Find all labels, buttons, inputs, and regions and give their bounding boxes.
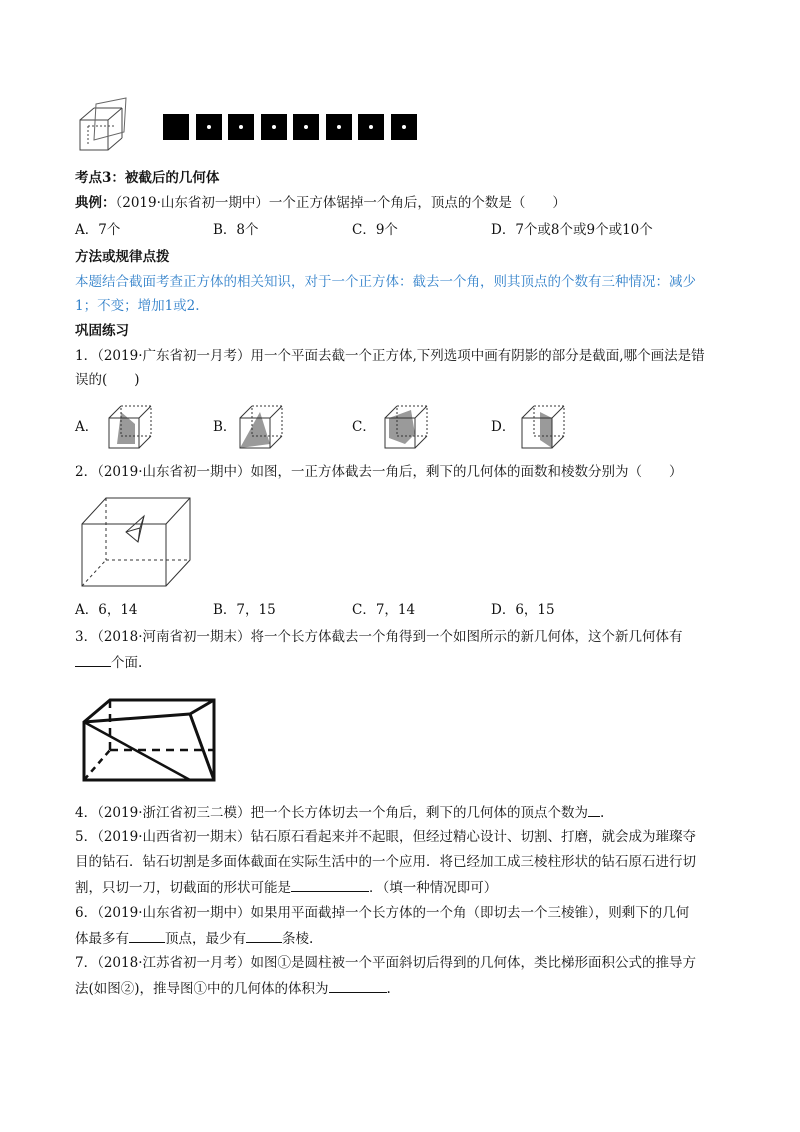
q3-line-2 [75, 652, 142, 673]
black-square [326, 114, 352, 140]
q4-suffix: . [600, 805, 605, 821]
q1-cube-d [518, 404, 570, 452]
q2-option-c: C．7，14 [352, 602, 416, 618]
q5-line-3 [75, 877, 497, 898]
q1-option-d: D． [491, 419, 516, 435]
q5-line-2: 目的钻石．钻石切割是多面体截面在实际生活中的一个应用．将已经加工成三棱柱形状的钻石原石进行切 [75, 854, 696, 870]
q3-line-1: 3．（2018·河南省初一期末）将一个长方体截去一个角得到一个如图所示的新几何体，这个新几何体有 [75, 629, 683, 645]
black-square [261, 114, 287, 140]
q5-prefix: 割，只切一刀，切截面的形状可能是 [75, 880, 291, 896]
q5-line-1: 5．（2019·山西省初一期末）钻石原石看起来并不起眼，但经过精心设计、切割、打磨，就会成为璀璨夺 [75, 829, 696, 845]
q1-cube-c [381, 404, 433, 452]
white-dot [337, 125, 341, 129]
q4-text [75, 802, 604, 823]
q1-cube-b [236, 404, 288, 452]
q5-blank [291, 877, 369, 892]
black-squares-row [163, 114, 439, 140]
q7-line-1: 7．（2018·江苏省初一月考）如图①是圆柱被一个平面斜切后得到的几何体，类比梯形面积公式的推导方 [75, 955, 696, 971]
q2-cube-figure [78, 494, 196, 590]
white-dot [304, 125, 308, 129]
q6-blank-1 [129, 928, 165, 943]
example-option-b: B．8个 [213, 222, 259, 238]
example-text: （2019·山东省初一期中）一个正方体锯掉一个角后，顶点的个数是（ ） [115, 195, 566, 211]
black-square [391, 114, 417, 140]
method-title: 方法或规律点拨 [75, 249, 170, 265]
q3-blank [75, 652, 111, 667]
method-line-1: 本题结合截面考查正方体的相关知识，对于一个正方体：截去一个角，则其顶点的个数有三种情况：减少 [75, 274, 696, 290]
white-dot [272, 125, 276, 129]
q4-body: 4．（2019·浙江省初三二模）把一个长方体切去一个角后，剩下的几何体的顶点个数为 [75, 805, 588, 821]
q1-line-1: 1．（2019·广东省初一月考）用一个平面去截一个正方体,下列选项中画有阴影的部分是截面,哪个画法是错 [75, 348, 705, 364]
q7-line-2 [75, 978, 391, 999]
example-option-d: D．7个或8个或9个或10个 [491, 222, 653, 238]
q6-part-c: 条棱. [282, 931, 314, 947]
q7-blank [329, 978, 387, 993]
example-option-c: C．9个 [352, 222, 398, 238]
q6-part-b: 顶点，最少有 [165, 931, 246, 947]
white-dot [239, 125, 243, 129]
q6-blank-2 [246, 928, 282, 943]
example-label: 典例： [75, 195, 116, 211]
q1-option-a: A． [75, 419, 99, 435]
section-title: 考点3：被截后的几何体 [75, 170, 220, 186]
q2-option-a: A．6，14 [75, 602, 138, 618]
q7-prefix: 法(如图②)，推导图①中的几何体的体积为 [75, 981, 329, 997]
white-dot [207, 125, 211, 129]
method-line-2: 1；不变；增加1或2. [75, 298, 200, 314]
white-dot [369, 125, 373, 129]
q1-line-2: 误的( ) [75, 372, 140, 388]
q6-line-2 [75, 928, 313, 949]
q3-suffix: 个面. [111, 655, 143, 671]
example-question [75, 193, 566, 213]
q6-line-1: 6．（2019·山东省初一期中）如果用平面截掉一个长方体的一个角（即切去一个三棱锥），则剩下的几何 [75, 905, 690, 921]
example-option-a: A．7个 [75, 222, 121, 238]
practice-title: 巩固练习 [75, 323, 129, 339]
cube-cut-figure [74, 96, 134, 158]
q7-suffix: . [386, 981, 391, 997]
black-square [228, 114, 254, 140]
q2-option-b: B．7，15 [213, 602, 276, 618]
black-square [358, 114, 384, 140]
q3-prism-figure [80, 690, 220, 786]
q5-suffix: ．（填一种情况即可） [369, 880, 498, 896]
white-dot [402, 125, 406, 129]
black-square [293, 114, 319, 140]
q1-option-c: C． [352, 419, 376, 435]
black-square [196, 114, 222, 140]
black-square [163, 114, 189, 140]
q2-text: 2．（2019·山东省初一期中）如图，一正方体截去一角后，剩下的几何体的面数和棱数分别为（ ） [75, 464, 683, 480]
q6-part-a: 体最多有 [75, 931, 129, 947]
q2-option-d: D．6，15 [491, 602, 555, 618]
q1-option-b: B． [213, 419, 237, 435]
q1-cube-a [105, 404, 157, 452]
q4-blank [588, 802, 600, 817]
